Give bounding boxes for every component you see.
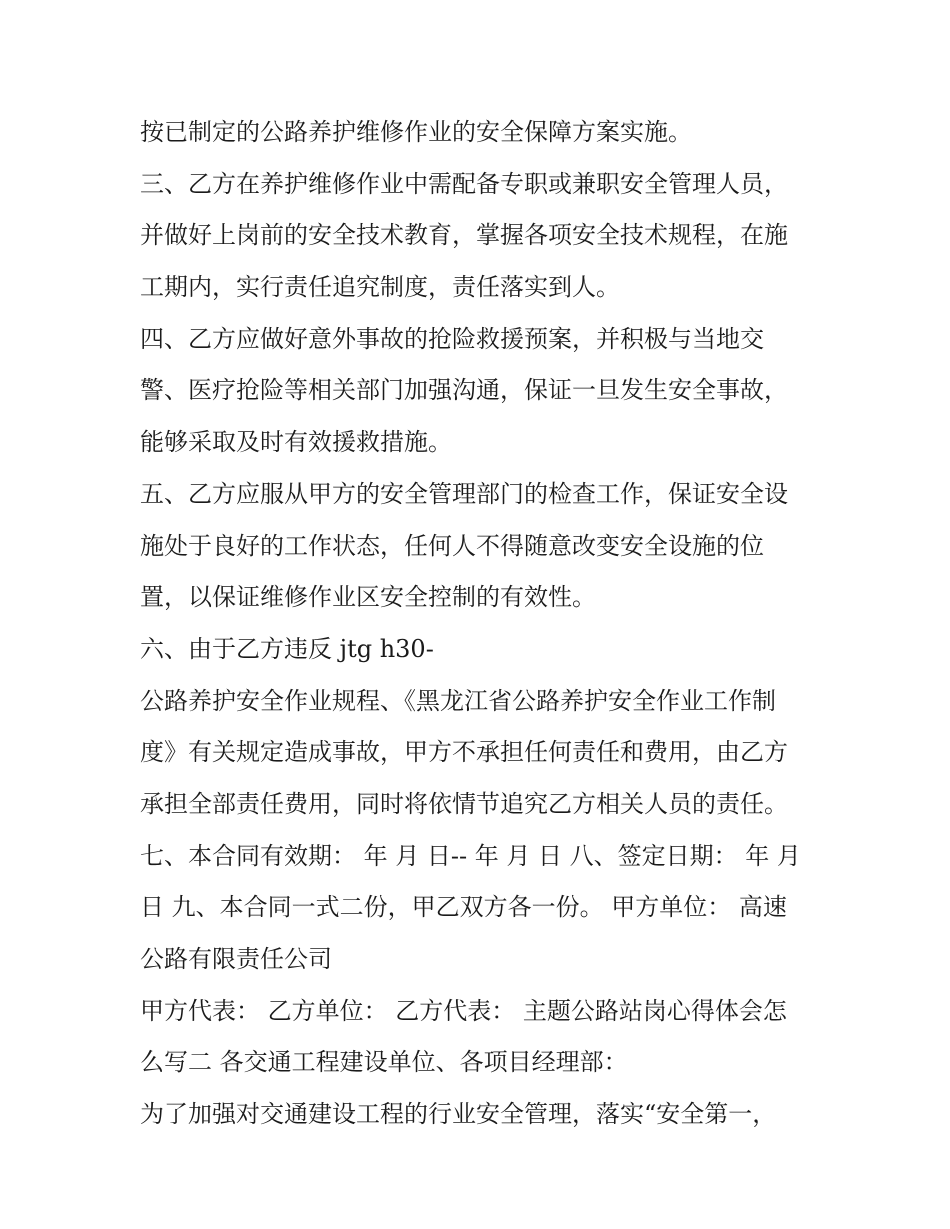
text-line: 为了加强对交通建设工程的行业安全管理，落实“安全第一，	[140, 1100, 777, 1129]
text-line: 三、乙方在养护维修作业中需配备专职或兼职安全管理人员，	[140, 169, 788, 198]
text-line: 六、由于乙方违反 jtg h30-	[140, 634, 434, 663]
text-line: 公路养护安全作业规程、《黑龙江省公路养护安全作业工作制	[140, 686, 776, 715]
document-body	[140, 107, 820, 1141]
text-line: 工期内，实行责任追究制度，责任落实到人。	[140, 273, 620, 302]
text-line: 日 九、本合同一式二份，甲乙双方各一份。 甲方单位： 高速	[140, 893, 787, 922]
text-line: 能够采取及时有效援救措施。	[140, 428, 452, 457]
text-line: 置，以保证维修作业区安全控制的有效性。	[140, 583, 596, 612]
text-line: 甲方代表： 乙方单位： 乙方代表： 主题公路站岗心得体会怎	[140, 996, 787, 1025]
text-line: 施处于良好的工作状态，任何人不得随意改变安全设施的位	[140, 531, 764, 560]
text-line: 么写二 各交通工程建设单位、各项目经理部：	[140, 1048, 628, 1077]
text-line: 警、医疗抢险等相关部门加强沟通，保证一旦发生安全事故，	[140, 376, 788, 405]
text-line: 按已制定的公路养护维修作业的安全保障方案实施。	[140, 118, 692, 146]
text-line: 并做好上岗前的安全技术教育，掌握各项安全技术规程，在施	[140, 221, 788, 250]
text-line: 五、乙方应服从甲方的安全管理部门的检查工作，保证安全设	[140, 479, 788, 508]
text-line: 承担全部责任费用，同时将依情节追究乙方相关人员的责任。	[140, 789, 788, 818]
text-line: 公路有限责任公司	[140, 945, 332, 973]
text-line: 四、乙方应做好意外事故的抢险救援预案，并积极与当地交	[140, 324, 764, 353]
text-line: 度》有关规定造成事故，甲方不承担任何责任和费用，由乙方	[140, 738, 788, 767]
text-line: 七、本合同有效期： 年 月 日-- 年 月 日 八、签定日期： 年 月	[140, 841, 801, 870]
